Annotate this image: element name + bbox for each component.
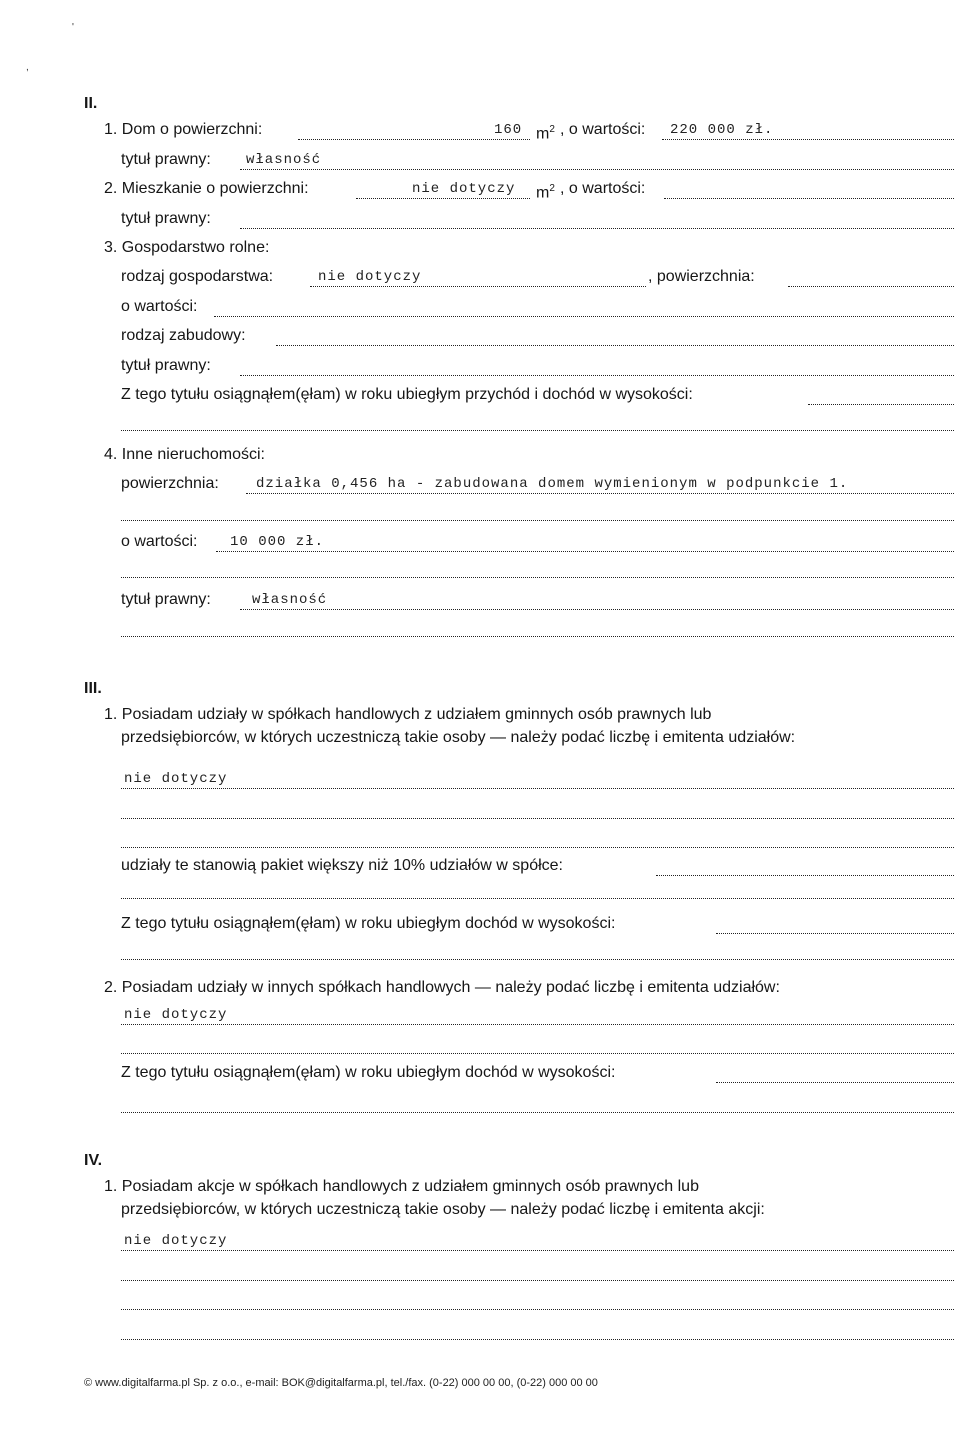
section-iv-heading: IV. (84, 1152, 103, 1169)
footer-note: © www.digitalfarma.pl Sp. z o.o., e-mail: BOK@digitalfarma.pl, tel./fax. (0-22) 000 00 00, (0-22) 000 00 00 (84, 1377, 598, 1389)
stray-mark: ' (72, 22, 74, 33)
apartment-title-label: tytuł prawny: (121, 210, 211, 227)
shares-pct-line[interactable] (121, 898, 954, 899)
stocks-public-line2: przedsiębiorców, w których uczestniczą takie osoby — należy podać liczbę i emitenta akcji: (121, 1201, 765, 1218)
other-title-label: tytuł prawny: (121, 591, 211, 608)
stocks-public-field[interactable] (121, 1250, 954, 1251)
shares-public-field[interactable] (121, 788, 954, 789)
stocks-public-line[interactable] (121, 1339, 954, 1340)
other-value-field[interactable] (216, 531, 954, 552)
other-area-value: działka 0,456 ha - zabudowana domem wymienionym w podpunkcie 1. (256, 476, 849, 492)
other-title-field[interactable] (240, 589, 954, 610)
shares-public-line[interactable] (121, 818, 954, 819)
shares-public-income-label: Z tego tytułu osiągnąłem(ęłam) w roku ubiegłym dochód w wysokości: (121, 915, 616, 932)
stray-mark: , (26, 62, 29, 73)
farm-value-field[interactable] (214, 296, 954, 317)
other-value: 10 000 zł. (230, 534, 325, 550)
farm-label: 3. Gospodarstwo rolne: (104, 239, 270, 256)
house-label: 1. Dom o powierzchni: (104, 121, 263, 138)
shares-other-label: 2. Posiadam udziały w innych spółkach handlowych — należy podać liczbę i emitenta udziałów: (104, 979, 780, 996)
shares-public-line1: 1. Posiadam udziały w spółkach handlowych z udziałem gminnych osób prawnych lub (104, 706, 712, 723)
farm-kind-label: rodzaj gospodarstwa: (121, 268, 274, 285)
house-title-label: tytuł prawny: (121, 151, 211, 168)
farm-value-label: o wartości: (121, 298, 198, 315)
house-value-label: , o wartości: (560, 121, 646, 138)
other-value-line[interactable] (121, 577, 954, 578)
apartment-title-field[interactable] (240, 208, 954, 229)
house-area-unit: $m^2$ (536, 124, 555, 143)
house-title-field[interactable] (240, 149, 954, 170)
other-value-label: o wartości: (121, 533, 198, 550)
apartment-area-value: nie dotyczy (412, 181, 516, 197)
other-area-label: powierzchnia: (121, 475, 219, 492)
farm-area-label: , powierzchnia: (648, 268, 755, 285)
shares-public-income-line[interactable] (121, 959, 954, 960)
other-property-label: 4. Inne nieruchomości: (104, 446, 265, 463)
shares-other-field[interactable] (121, 1024, 954, 1025)
apartment-value-field[interactable] (664, 178, 954, 199)
shares-other-income-label: Z tego tytułu osiągnąłem(ęłam) w roku ubiegłym dochód w wysokości: (121, 1064, 616, 1081)
farm-building-field[interactable] (276, 325, 954, 346)
shares-pct-label: udziały te stanowią pakiet większy niż 10% udziałów w spółce: (121, 857, 563, 874)
apartment-value-label: , o wartości: (560, 180, 646, 197)
shares-other-income-field[interactable] (716, 1062, 954, 1083)
shares-public-line2: przedsiębiorców, w których uczestniczą takie osoby — należy podać liczbę i emitenta udziałów: (121, 729, 796, 746)
apartment-area-unit: $m^2$ (536, 183, 555, 202)
farm-area-field[interactable] (788, 266, 954, 287)
other-title-line[interactable] (121, 636, 954, 637)
other-area-line[interactable] (121, 520, 954, 521)
other-title-value: własność (252, 592, 328, 608)
farm-income-line[interactable] (121, 430, 954, 431)
stocks-public-value: nie dotyczy (124, 1233, 228, 1249)
shares-public-income-field[interactable] (716, 913, 954, 934)
section-ii-heading: II. (84, 95, 98, 112)
stocks-public-line[interactable] (121, 1280, 954, 1281)
farm-title-field[interactable] (240, 355, 954, 376)
farm-building-label: rodzaj zabudowy: (121, 327, 246, 344)
farm-title-label: tytuł prawny: (121, 357, 211, 374)
shares-public-line[interactable] (121, 847, 954, 848)
house-area-value: 160 (494, 122, 523, 138)
stocks-public-line1: 1. Posiadam akcje w spółkach handlowych z udziałem gminnych osób prawnych lub (104, 1178, 699, 1195)
shares-other-income-line[interactable] (121, 1112, 954, 1113)
house-value: 220 000 zł. (670, 122, 774, 138)
farm-income-label: Z tego tytułu osiągnąłem(ęłam) w roku ubiegłym przychód i dochód w wysokości: (121, 386, 693, 403)
farm-income-field[interactable] (808, 384, 954, 405)
shares-other-value: nie dotyczy (124, 1007, 228, 1023)
farm-kind-value: nie dotyczy (318, 269, 422, 285)
section-iii-heading: III. (84, 680, 102, 697)
shares-pct-field[interactable] (656, 855, 954, 876)
stocks-public-line[interactable] (121, 1309, 954, 1310)
shares-other-line[interactable] (121, 1053, 954, 1054)
shares-public-value: nie dotyczy (124, 771, 228, 787)
house-title-value: własność (246, 152, 322, 168)
apartment-label: 2. Mieszkanie o powierzchni: (104, 180, 309, 197)
